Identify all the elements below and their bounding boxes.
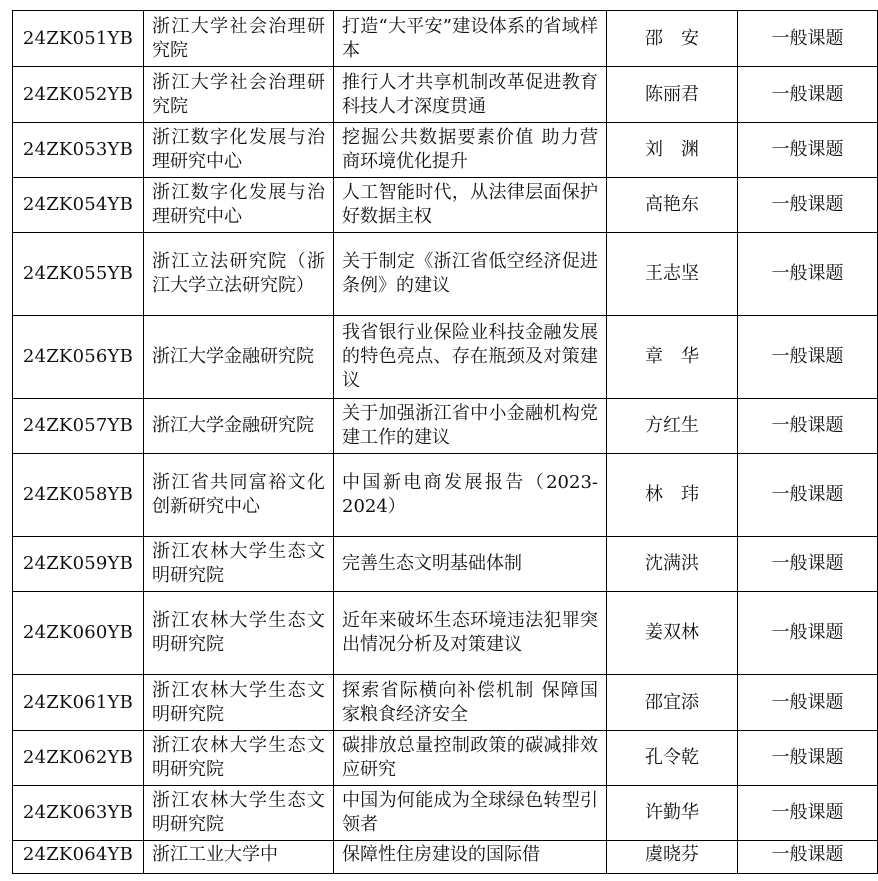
- project-type: 一般课题: [738, 786, 878, 841]
- project-title: 人工智能时代，从法律层面保护好数据主权: [334, 178, 607, 233]
- research-unit: 浙江农林大学生态文明研究院: [144, 592, 334, 675]
- project-title: 关于制定《浙江省低空经济促进条例》的建议: [334, 233, 607, 316]
- project-code: 24ZK064YB: [13, 841, 144, 874]
- project-title: 关于加强浙江省中小金融机构党建工作的建议: [334, 399, 607, 454]
- table-row: [13, 11, 878, 67]
- project-lead: 刘 渊: [607, 123, 738, 178]
- table-row: [13, 786, 878, 841]
- project-type: 一般课题: [738, 675, 878, 731]
- project-type: 一般课题: [738, 123, 878, 178]
- project-title: 碳排放总量控制政策的碳减排效应研究: [334, 731, 607, 786]
- research-unit: 浙江数字化发展与治理研究中心: [144, 123, 334, 178]
- research-unit: 浙江大学社会治理研究院: [144, 11, 334, 67]
- table-row: [13, 123, 878, 178]
- project-type: 一般课题: [738, 11, 878, 67]
- table-row: [13, 67, 878, 123]
- research-unit: 浙江农林大学生态文明研究院: [144, 675, 334, 731]
- project-title: 探索省际横向补偿机制 保障国家粮食经济安全: [334, 675, 607, 731]
- table-row: [13, 316, 878, 399]
- project-lead: 邵 安: [607, 11, 738, 67]
- project-lead: 林 玮: [607, 454, 738, 537]
- project-type: 一般课题: [738, 537, 878, 592]
- project-lead: 方红生: [607, 399, 738, 454]
- project-lead: 陈丽君: [607, 67, 738, 123]
- project-lead: 虞晓芬: [607, 841, 738, 874]
- research-unit: 浙江工业大学中: [144, 841, 334, 874]
- project-code: 24ZK058YB: [13, 454, 144, 537]
- project-code: 24ZK056YB: [13, 316, 144, 399]
- project-type: 一般课题: [738, 592, 878, 675]
- project-code: 24ZK053YB: [13, 123, 144, 178]
- research-unit: 浙江农林大学生态文明研究院: [144, 786, 334, 841]
- project-lead: 孔令乾: [607, 731, 738, 786]
- project-title: 挖掘公共数据要素价值 助力营商环境优化提升: [334, 123, 607, 178]
- project-title: 中国新电商发展报告（2023-2024）: [334, 454, 607, 537]
- project-title: 推行人才共享机制改革促进教育科技人才深度贯通: [334, 67, 607, 123]
- project-lead: 沈满洪: [607, 537, 738, 592]
- project-code: 24ZK060YB: [13, 592, 144, 675]
- project-code: 24ZK054YB: [13, 178, 144, 233]
- project-code: 24ZK062YB: [13, 731, 144, 786]
- project-code: 24ZK057YB: [13, 399, 144, 454]
- table-row: [13, 592, 878, 675]
- research-unit: 浙江大学金融研究院: [144, 316, 334, 399]
- table-row: [13, 454, 878, 537]
- project-type: 一般课题: [738, 841, 878, 874]
- project-title: 打造“大平安”建设体系的省域样本: [334, 11, 607, 67]
- project-lead: 姜双林: [607, 592, 738, 675]
- table-row: [13, 537, 878, 592]
- project-title: 近年来破坏生态环境违法犯罪突出情况分析及对策建议: [334, 592, 607, 675]
- research-unit: 浙江大学社会治理研究院: [144, 67, 334, 123]
- table-row: [13, 233, 878, 316]
- research-unit: 浙江立法研究院（浙江大学立法研究院）: [144, 233, 334, 316]
- project-lead: 高艳东: [607, 178, 738, 233]
- project-title: 中国为何能成为全球绿色转型引领者: [334, 786, 607, 841]
- table-row: [13, 178, 878, 233]
- table-row: [13, 675, 878, 731]
- project-code: 24ZK052YB: [13, 67, 144, 123]
- research-unit: 浙江农林大学生态文明研究院: [144, 731, 334, 786]
- project-code: 24ZK061YB: [13, 675, 144, 731]
- project-lead: 邵宜添: [607, 675, 738, 731]
- project-type: 一般课题: [738, 731, 878, 786]
- project-type: 一般课题: [738, 67, 878, 123]
- table-row: [13, 841, 878, 874]
- table-row: [13, 731, 878, 786]
- project-type: 一般课题: [738, 178, 878, 233]
- project-lead: 王志坚: [607, 233, 738, 316]
- research-unit: 浙江数字化发展与治理研究中心: [144, 178, 334, 233]
- project-code: 24ZK051YB: [13, 11, 144, 67]
- research-unit: 浙江大学金融研究院: [144, 399, 334, 454]
- project-title: 完善生态文明基础体制: [334, 537, 607, 592]
- project-type: 一般课题: [738, 233, 878, 316]
- project-title: 保障性住房建设的国际借: [334, 841, 607, 874]
- research-unit: 浙江农林大学生态文明研究院: [144, 537, 334, 592]
- project-type: 一般课题: [738, 316, 878, 399]
- project-title: 我省银行业保险业科技金融发展的特色亮点、存在瓶颈及对策建议: [334, 316, 607, 399]
- research-unit: 浙江省共同富裕文化创新研究中心: [144, 454, 334, 537]
- project-lead: 许勤华: [607, 786, 738, 841]
- project-table: [12, 10, 878, 874]
- project-type: 一般课题: [738, 399, 878, 454]
- table-row: [13, 399, 878, 454]
- project-code: 24ZK055YB: [13, 233, 144, 316]
- project-lead: 章 华: [607, 316, 738, 399]
- project-type: 一般课题: [738, 454, 878, 537]
- project-code: 24ZK063YB: [13, 786, 144, 841]
- project-code: 24ZK059YB: [13, 537, 144, 592]
